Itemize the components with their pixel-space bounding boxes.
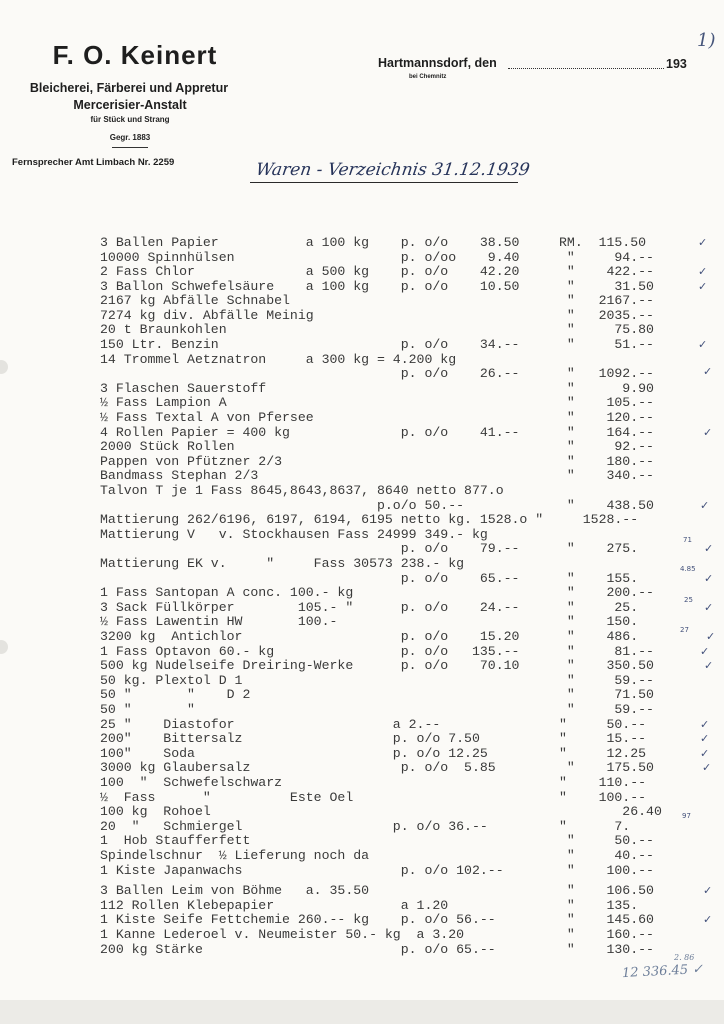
- inventory-line: Mattierung EK v. " Fass 30573 238.- kg: [100, 556, 465, 571]
- year-prefix: 193: [666, 57, 687, 71]
- inventory-line: 2 Fass Chlor a 500 kg p. o/o 42.20 " 422.--: [100, 264, 654, 279]
- inventory-line: 112 Rollen Klebepapier a 1.20 " 135.: [100, 898, 639, 913]
- place-date-label: Hartmannsdorf, den: [378, 56, 497, 70]
- inventory-line: 1 Fass Optavon 60.- kg p. o/o 135.-- " 81.--: [100, 644, 654, 659]
- check-mark-icon: ✓: [704, 601, 714, 614]
- check-mark-icon: ✓: [698, 265, 708, 278]
- inventory-line: ½ Fass Textal A von Pfersee " 120.--: [100, 410, 654, 425]
- inventory-line: 14 Trommel Aetznatron a 300 kg = 4.200 kg: [100, 352, 457, 367]
- inventory-line: 100 kg Rohoel 26.40: [100, 804, 662, 819]
- handwritten-correction: 27: [680, 626, 689, 634]
- inventory-line: ½ Fass Lampion A " 105.--: [100, 395, 654, 410]
- inventory-line: 50 " " D 2 " 71.50: [100, 687, 654, 702]
- inventory-line: 200" Bittersalz p. o/o 7.50 " 15.--: [100, 731, 647, 746]
- inventory-line: 1 Kanne Lederoel v. Neumeister 50.- kg a 3.20 " 160.--: [100, 927, 654, 942]
- check-mark-icon: ✓: [700, 645, 710, 658]
- inventory-line: 200 kg Stärke p. o/o 65.-- " 130.--: [100, 942, 654, 957]
- check-mark-icon: ✓: [698, 280, 708, 293]
- inventory-line: 100" Soda p. o/o 12.25 " 12.25: [100, 746, 647, 761]
- inventory-line: 1 Fass Santopan A conc. 100.- kg " 200.--: [100, 585, 654, 600]
- inventory-line: 7274 kg div. Abfälle Meinig " 2035.--: [100, 308, 654, 323]
- inventory-line: Spindelschnur ½ Lieferung noch da " 40.--: [100, 848, 654, 863]
- check-mark-icon: ✓: [704, 542, 714, 555]
- company-description: Bleicherei, Färberei und Appretur: [29, 81, 229, 95]
- inventory-line: Pappen von Pfützner 2/3 " 180.--: [100, 454, 654, 469]
- founded-year: Gegr. 1883: [109, 133, 151, 142]
- inventory-line: 3 Sack Füllkörper 105.- " p. o/o 24.-- " 25.: [100, 600, 639, 615]
- check-mark-icon: ✓: [703, 426, 713, 439]
- handwritten-correction: 25: [684, 596, 693, 604]
- inventory-line: Bandmass Stephan 2/3 " 340.--: [100, 468, 654, 483]
- check-mark-icon: ✓: [704, 659, 714, 672]
- inventory-line: 1 Kiste Japanwachs p. o/o 102.-- " 100.--: [100, 863, 654, 878]
- inventory-line: p. o/o 26.-- " 1092.--: [100, 366, 654, 381]
- check-mark-icon: ✓: [703, 884, 713, 897]
- inventory-line: 1 Kiste Seife Fettchemie 260.-- kg p. o/o 56.-- " 145.60: [100, 912, 654, 927]
- inventory-line: 100 " Schwefelschwarz " 110.--: [100, 775, 647, 790]
- inventory-line: 25 " Diastofor a 2.-- " 50.--: [100, 717, 647, 732]
- check-mark-icon: ✓: [703, 913, 713, 926]
- inventory-line: ½ Fass Lawentin HW 100.- " 150.: [100, 614, 639, 629]
- phone-line: Fernsprecher Amt Limbach Nr. 2259: [12, 157, 175, 168]
- inventory-line: p. o/o 79.-- " 275.: [100, 541, 639, 556]
- inventory-line: 1 Hob Staufferfett " 50.--: [100, 833, 654, 848]
- inventory-line: 2000 Stück Rollen " 92.--: [100, 439, 654, 454]
- date-dotted-line: [508, 68, 664, 69]
- scan-border: [0, 1000, 724, 1024]
- check-mark-icon: ✓: [706, 630, 716, 643]
- inventory-line: Mattierung V v. Stockhausen Fass 24999 349.- kg: [100, 527, 488, 542]
- handwritten-correction: 97: [682, 812, 691, 820]
- check-mark-icon: ✓: [700, 718, 710, 731]
- check-mark-icon: ✓: [702, 761, 712, 774]
- check-mark-icon: ✓: [698, 236, 708, 249]
- pencil-total: 12 336.45 ✓: [621, 961, 704, 982]
- page-number: 1): [697, 30, 716, 51]
- check-mark-icon: ✓: [700, 499, 710, 512]
- handwritten-correction: 4.85: [680, 565, 696, 573]
- inventory-line: 3 Ballon Schwefelsäure a 100 kg p. o/o 10.50 " 31.50: [100, 279, 654, 294]
- check-mark-icon: ✓: [698, 338, 708, 351]
- inventory-line: 3 Ballen Leim von Böhme a. 35.50 " 106.50: [100, 883, 654, 898]
- inventory-line: p. o/o 65.-- " 155.: [100, 571, 639, 586]
- company-subtitle: Mercerisier-Anstalt: [73, 98, 187, 112]
- inventory-line: ½ Fass " Este Oel " 100.--: [100, 790, 647, 805]
- inventory-line: 4 Rollen Papier = 400 kg p. o/o 41.-- " 164.--: [100, 425, 654, 440]
- document-title: Waren - Verzeichnis 31.12.1939: [254, 160, 531, 180]
- company-name: F. O. Keinert: [52, 40, 218, 70]
- title-underline: [250, 182, 518, 183]
- inventory-line: Mattierung 262/6196, 6197, 6194, 6195 netto kg. 1528.o " 1528.--: [100, 512, 639, 527]
- check-mark-icon: ✓: [704, 572, 714, 585]
- inventory-line: Talvon T je 1 Fass 8645,8643,8637, 8640 netto 877.o: [100, 483, 504, 498]
- check-mark-icon: ✓: [700, 732, 710, 745]
- pencil-note: 2. 86: [674, 953, 695, 962]
- handwritten-correction: 71: [683, 536, 692, 544]
- place-subtitle: bei Chemnitz: [409, 74, 447, 80]
- inventory-line: 3 Ballen Papier a 100 kg p. o/o 38.50 RM. 115.50: [100, 235, 647, 250]
- divider: [112, 147, 148, 148]
- company-specialty: für Stück und Strang: [90, 115, 170, 124]
- inventory-line: 150 Ltr. Benzin p. o/o 34.-- " 51.--: [100, 337, 654, 352]
- inventory-line: 50 " " " 59.--: [100, 702, 654, 717]
- inventory-line: 3200 kg Antichlor p. o/o 15.20 " 486.: [100, 629, 639, 644]
- inventory-line: 3 Flaschen Sauerstoff " 9.90: [100, 381, 654, 396]
- inventory-line: 20 " Schmiergel p. o/o 36.-- " 7.: [100, 819, 631, 834]
- inventory-line: 500 kg Nudelseife Dreiring-Werke p. o/o 70.10 " 350.50: [100, 658, 654, 673]
- check-mark-icon: ✓: [703, 365, 713, 378]
- inventory-line: 2167 kg Abfälle Schnabel " 2167.--: [100, 293, 654, 308]
- inventory-line: 20 t Braunkohlen " 75.80: [100, 322, 654, 337]
- check-mark-icon: ✓: [700, 747, 710, 760]
- inventory-line: 10000 Spinnhülsen p. o/oo 9.40 " 94.--: [100, 250, 654, 265]
- inventory-line: 3000 kg Glaubersalz p. o/o 5.85 " 175.50: [100, 760, 654, 775]
- inventory-line: p.o/o 50.-- " 438.50: [100, 498, 654, 513]
- inventory-line: 50 kg. Plextol D 1 " 59.--: [100, 673, 654, 688]
